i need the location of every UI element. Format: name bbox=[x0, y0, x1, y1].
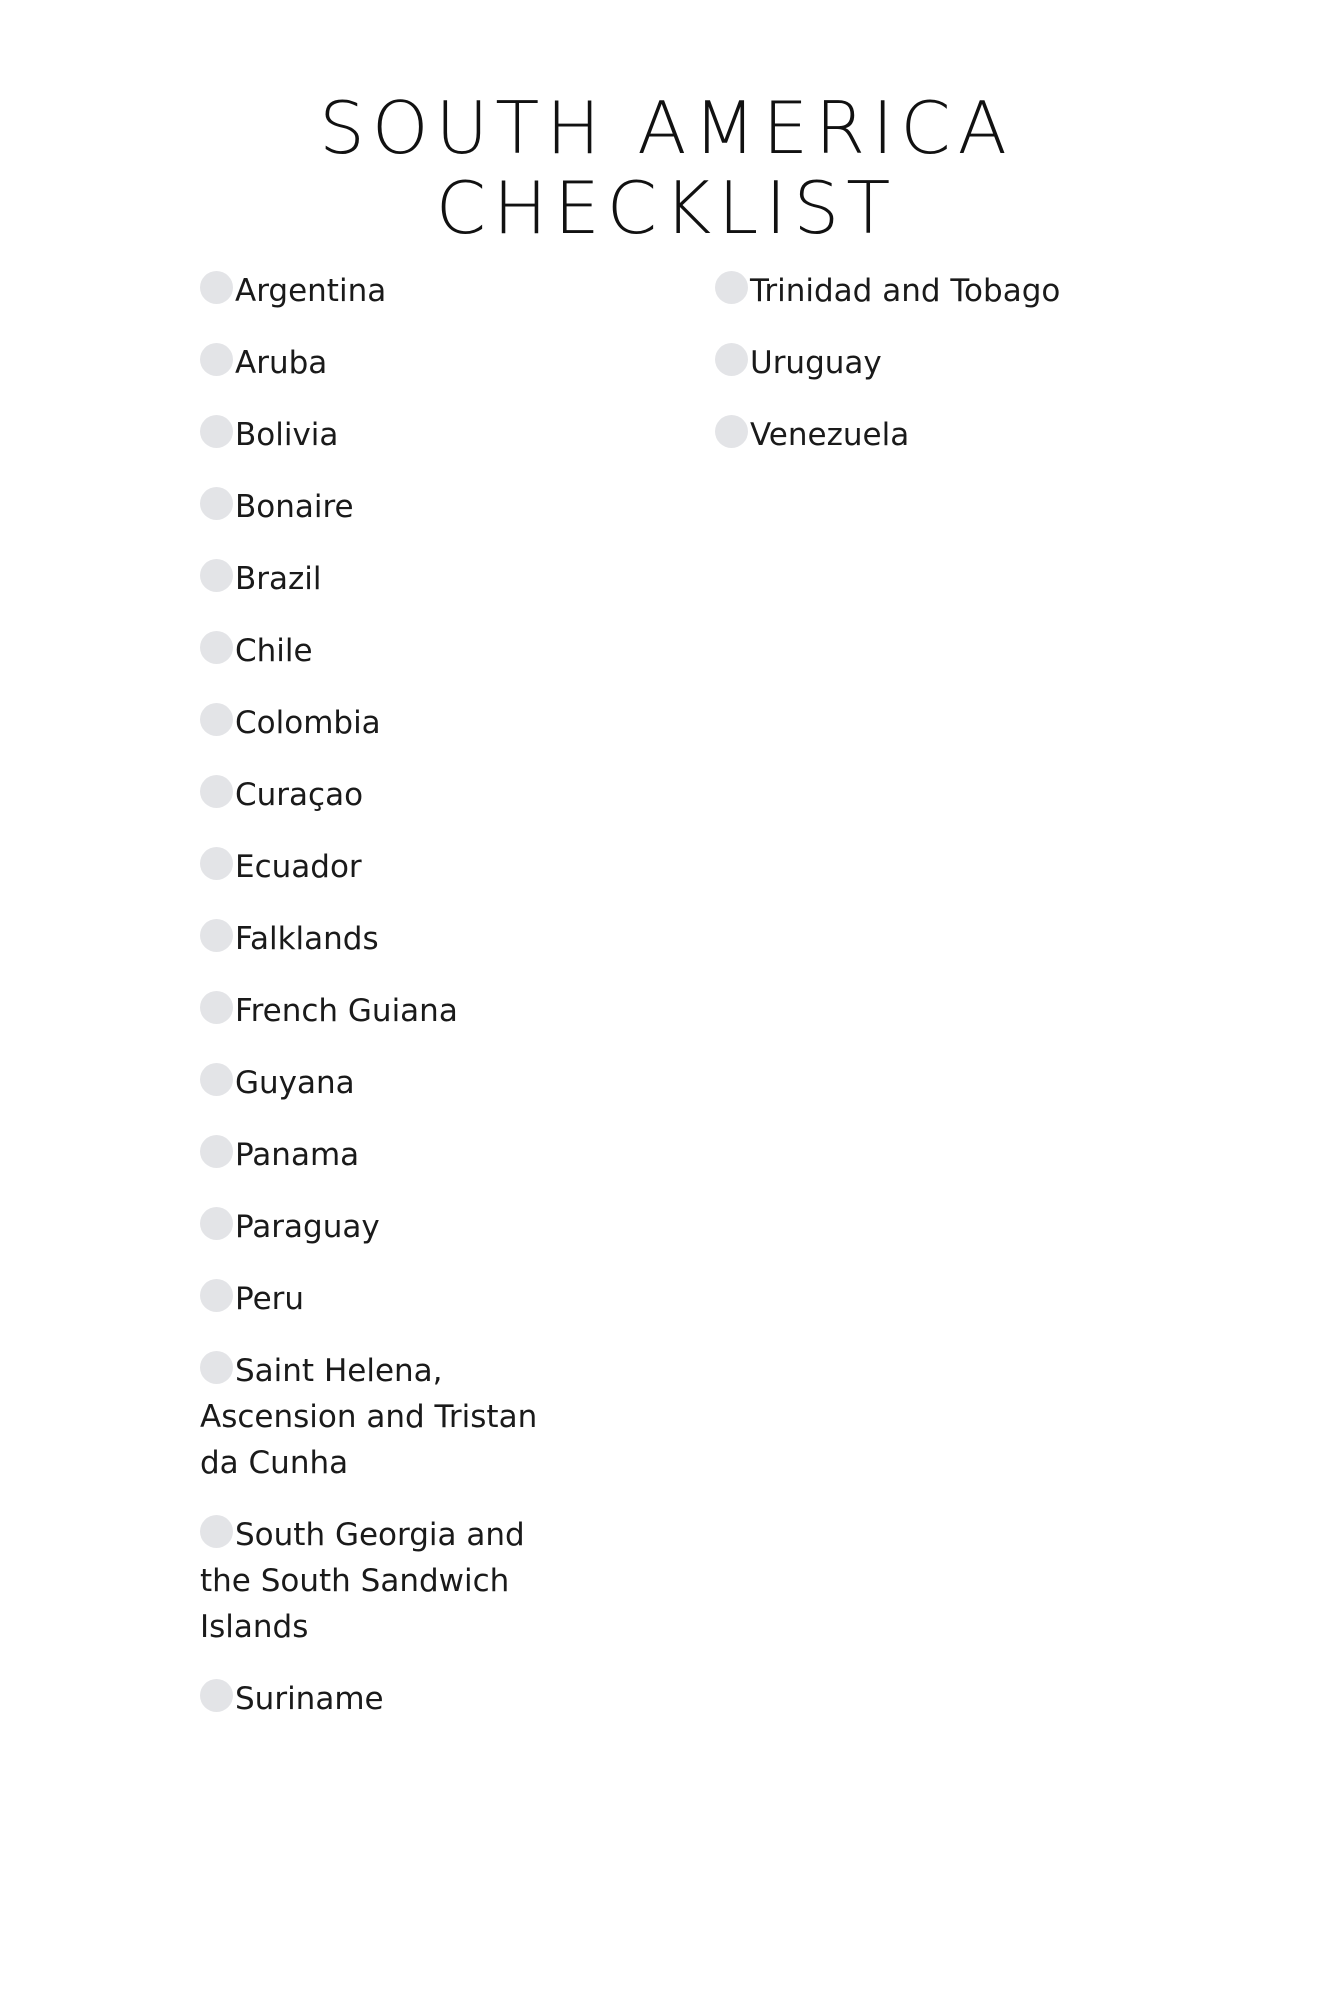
checkbox-circle[interactable] bbox=[200, 1679, 233, 1712]
checklist-item bbox=[200, 1512, 570, 1650]
checklist-item bbox=[200, 268, 570, 314]
checklist-item bbox=[200, 700, 570, 746]
checkbox-circle[interactable] bbox=[200, 1351, 233, 1384]
checkbox-circle[interactable] bbox=[200, 1207, 233, 1240]
checkbox-circle[interactable] bbox=[200, 1279, 233, 1312]
checklist-item bbox=[715, 340, 1085, 386]
country-label: South Georgia and the South Sandwich Islands bbox=[200, 1517, 525, 1645]
checklist-item bbox=[715, 412, 1085, 458]
checklist-right-column bbox=[715, 268, 1085, 484]
country-label: Panama bbox=[235, 1137, 360, 1173]
checkbox-circle[interactable] bbox=[200, 1515, 233, 1548]
checklist-item bbox=[200, 988, 570, 1034]
page-title-line-1: SOUTH AMERICA bbox=[319, 86, 1014, 170]
country-label: Bonaire bbox=[235, 489, 354, 525]
checklist-item bbox=[200, 1276, 570, 1322]
country-label: Falklands bbox=[235, 921, 379, 957]
checklist-item bbox=[200, 1060, 570, 1106]
checkbox-circle[interactable] bbox=[715, 343, 748, 376]
checkbox-circle[interactable] bbox=[200, 415, 233, 448]
checkbox-circle[interactable] bbox=[200, 1135, 233, 1168]
checkbox-circle[interactable] bbox=[715, 415, 748, 448]
checklist-item bbox=[715, 268, 1085, 314]
checkbox-circle[interactable] bbox=[200, 559, 233, 592]
checkbox-circle[interactable] bbox=[200, 343, 233, 376]
checkbox-circle[interactable] bbox=[200, 847, 233, 880]
checklist-item bbox=[200, 916, 570, 962]
checklist-item bbox=[200, 772, 570, 818]
checkbox-circle[interactable] bbox=[200, 991, 233, 1024]
country-label: Peru bbox=[235, 1281, 305, 1317]
country-label: Trinidad and Tobago bbox=[750, 273, 1061, 309]
country-label: Paraguay bbox=[235, 1209, 380, 1245]
checkbox-circle[interactable] bbox=[715, 271, 748, 304]
checkbox-circle[interactable] bbox=[200, 631, 233, 664]
country-label: French Guiana bbox=[235, 993, 458, 1029]
country-label: Colombia bbox=[235, 705, 381, 741]
country-label: Aruba bbox=[235, 345, 328, 381]
checklist-item bbox=[200, 1676, 570, 1722]
checklist-item bbox=[200, 412, 570, 458]
checklist-item bbox=[200, 484, 570, 530]
checklist-item bbox=[200, 844, 570, 890]
country-label: Saint Helena, Ascension and Tristan da Cunha bbox=[200, 1353, 538, 1481]
checklist-left-column bbox=[200, 268, 570, 1748]
checkbox-circle[interactable] bbox=[200, 1063, 233, 1096]
country-label: Guyana bbox=[235, 1065, 355, 1101]
checkbox-circle[interactable] bbox=[200, 271, 233, 304]
country-label: Bolivia bbox=[235, 417, 339, 453]
country-label: Curaçao bbox=[235, 777, 364, 813]
country-label: Brazil bbox=[235, 561, 322, 597]
country-label: Venezuela bbox=[750, 417, 910, 453]
page-title bbox=[0, 88, 1333, 248]
checkbox-circle[interactable] bbox=[200, 919, 233, 952]
checklist-item bbox=[200, 628, 570, 674]
checklist-item bbox=[200, 556, 570, 602]
page-title-line-2: CHECKLIST bbox=[435, 166, 898, 250]
checklist-item bbox=[200, 1132, 570, 1178]
country-label: Uruguay bbox=[750, 345, 882, 381]
checkbox-circle[interactable] bbox=[200, 703, 233, 736]
checklist-item bbox=[200, 1204, 570, 1250]
country-label: Argentina bbox=[235, 273, 387, 309]
checkbox-circle[interactable] bbox=[200, 487, 233, 520]
checklist-item bbox=[200, 1348, 570, 1486]
country-label: Suriname bbox=[235, 1681, 384, 1717]
country-label: Ecuador bbox=[235, 849, 362, 885]
country-label: Chile bbox=[235, 633, 313, 669]
checkbox-circle[interactable] bbox=[200, 775, 233, 808]
checklist-item bbox=[200, 340, 570, 386]
